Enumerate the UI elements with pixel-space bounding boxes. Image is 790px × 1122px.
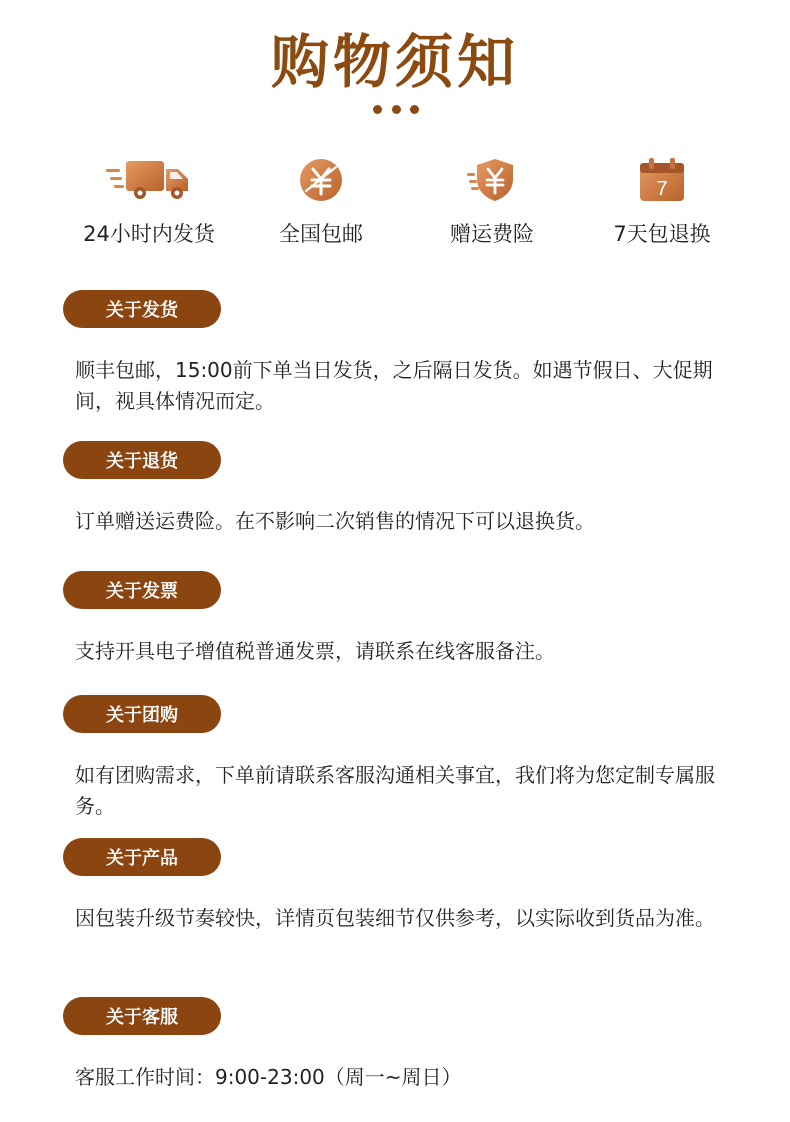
section-text-shipping: 顺丰包邮，15:00前下单当日发货，之后隔日发货。如遇节假日、大促期间，视具体情况而定。: [75, 358, 713, 413]
feature-label: 赠运费险: [450, 222, 534, 246]
divider-dot: [410, 105, 419, 114]
section-heading-returns: 关于退货: [63, 441, 221, 479]
section-heading-customer-service: 关于客服: [63, 997, 221, 1035]
delivery-truck-icon: [59, 155, 239, 205]
section-text-group-buy: 如有团购需求，下单前请联系客服沟通相关事宜，我们将为您定制专属服务。: [75, 763, 715, 818]
section-heading-invoice: 关于发票: [63, 571, 221, 609]
calendar-number: 7: [656, 178, 668, 200]
feature-label: 24小时内发货: [83, 222, 215, 246]
feature-label: 全国包邮: [279, 222, 363, 246]
section-heading-group-buy: 关于团购: [63, 695, 221, 733]
section-text-product: 因包装升级节奏较快，详情页包装细节仅供参考，以实际收到货品为准。: [75, 906, 715, 930]
section-heading-shipping: 关于发货: [63, 290, 221, 328]
section-heading-product: 关于产品: [63, 838, 221, 876]
calendar-7-icon: [572, 155, 752, 205]
yuan-coin-icon: [231, 155, 411, 205]
section-text-invoice: 支持开具电子增值税普通发票，请联系在线客服备注。: [75, 639, 555, 663]
section-text-returns: 订单赠送运费险。在不影响二次销售的情况下可以退换货。: [75, 509, 595, 533]
divider-dot: [373, 105, 382, 114]
feature-label: 7天包退换: [613, 222, 711, 246]
feature-fast-shipping: [59, 155, 239, 249]
section-text-customer-service: 客服工作时间：9:00-23:00（周一~周日）: [75, 1065, 462, 1089]
feature-free-shipping: [231, 155, 411, 249]
divider-dot: [392, 105, 401, 114]
title-dots-divider: [373, 105, 419, 115]
feature-7-day-return: [572, 155, 752, 249]
page-title: 购物须知: [270, 28, 519, 96]
feature-shipping-insurance: [402, 155, 582, 249]
yuan-shield-icon: [402, 155, 582, 205]
